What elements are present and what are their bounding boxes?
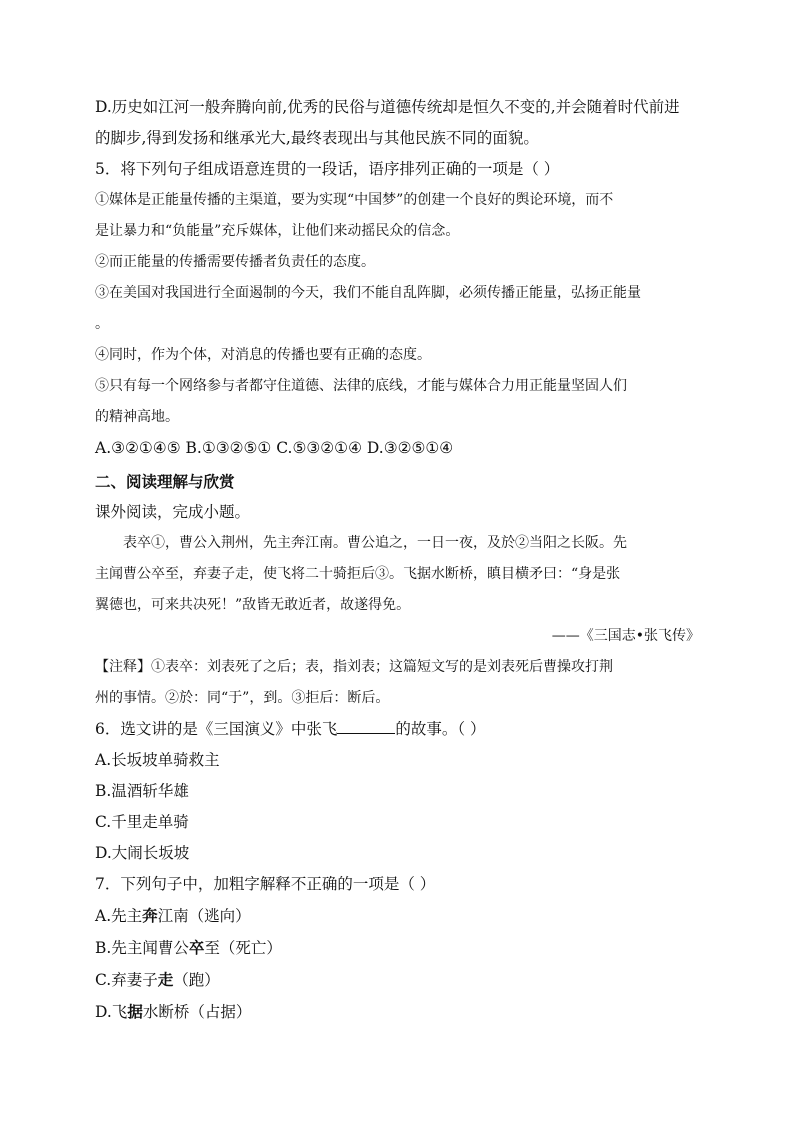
q6-stem [95, 714, 700, 745]
q7-b-pre: B.先主闻曹公 [95, 939, 189, 957]
q5-sentence-3-line1: ③在美国对我国进行全面遏制的今天，我们不能自乱阵脚，必须传播正能量，弘扬正能量 [95, 285, 641, 301]
q7-a-post: 江南（逃向） [157, 907, 251, 925]
passage-line-1: 表卒①，曹公入荆州，先主奔江南。曹公追之，一日一夜，及於②当阳之长阪。先 [123, 535, 627, 551]
q7-a-bold-char: 奔 [142, 906, 158, 925]
q6-option-b: B.温酒斩华雄 [95, 782, 189, 800]
passage-line-3: 翼德也，可来共决死！”敌皆无敢近者，故遂得免。 [95, 597, 411, 613]
q7-option-a [95, 900, 700, 932]
note-line-1: 【注释】①表卒：刘表死了之后；表，指刘表；这篇短文写的是刘表死后曹操攻打荆 [95, 659, 613, 675]
answer-blank [337, 719, 395, 734]
q5-sentence-3-line2: 。 [95, 316, 109, 332]
q5-sentence-1-line2: 是让暴力和“负能量”充斥媒体，让他们来动摇民众的信念。 [95, 223, 460, 239]
q7-option-c [95, 964, 700, 996]
q7-c-bold-char: 走 [157, 970, 174, 989]
passage-line-2: 主闻曹公卒至，弃妻子走，使飞将二十骑拒后③。飞据水断桥，瞋目横矛曰：“身是张 [95, 566, 621, 582]
q6-option-d: D.大闹长坂坡 [95, 844, 190, 862]
q7-d-post: 水断桥（占据） [142, 1003, 252, 1021]
q5-sentence-1-line1: ①媒体是正能量传播的主渠道，要为实现“中国梦”的创建一个良好的舆论环境，而不 [95, 192, 614, 208]
q5-sentence-5-line2: 的精神高地。 [95, 409, 179, 425]
q6-stem-before: 6．选文讲的是《三国演义》中张飞 [95, 720, 338, 738]
exam-page [95, 92, 700, 1028]
q7-option-d [95, 996, 700, 1028]
q7-a-pre: A.先主 [95, 907, 143, 925]
section-title: 二、阅读理解与欣赏 [95, 472, 235, 491]
q5-sentence-2: ②而正能量的传播需要传播者负责任的态度。 [95, 254, 375, 270]
q5-options: A.③②①④⑤ B.①③②⑤① C.⑤③②①④ D.③②⑤①④ [95, 439, 454, 457]
q7-b-bold-char: 卒 [188, 938, 205, 957]
q7-c-post: （跑） [173, 971, 220, 989]
q5-sentence-4: ④同时，作为个体，对消息的传播也要有正确的态度。 [95, 347, 431, 363]
q6-option-c: C.千里走单骑 [95, 813, 189, 831]
q7-c-pre: C.弃妻子 [95, 971, 158, 989]
q6-stem-after: 的故事。（ ） [395, 720, 486, 738]
q5-stem: 5．将下列句子组成语意连贯的一段话，语序排列正确的一项是（ ） [95, 160, 560, 178]
q7-stem: 7．下列句子中，加粗字解释不正确的一项是（ ） [95, 875, 436, 893]
q6-option-a: A.长坂坡单骑救主 [95, 751, 220, 769]
q4-option-d-line1: D.历史如江河一般奔腾向前,优秀的民俗与道德传统却是恒久不变的,并会随着时代前进 [95, 98, 680, 116]
note-line-2: 州的事情。②於：同“于”，到。③拒后：断后。 [95, 690, 390, 706]
q5-sentence-5-line1: ⑤只有每一个网络参与者都守住道德、法律的底线，才能与媒体合力用正能量坚固人们 [95, 378, 627, 394]
q7-d-bold-char: 据 [127, 1002, 143, 1021]
passage-source: ——《三国志•张飞传》 [551, 628, 700, 644]
reading-intro: 课外阅读，完成小题。 [95, 503, 251, 521]
q7-b-post: 至（死亡） [204, 939, 282, 957]
q4-option-d-line2: 的脚步,得到发扬和继承光大,最终表现出与其他民族不同的面貌。 [95, 129, 539, 147]
q7-option-b [95, 932, 700, 964]
q7-d-pre: D.飞 [95, 1003, 128, 1021]
